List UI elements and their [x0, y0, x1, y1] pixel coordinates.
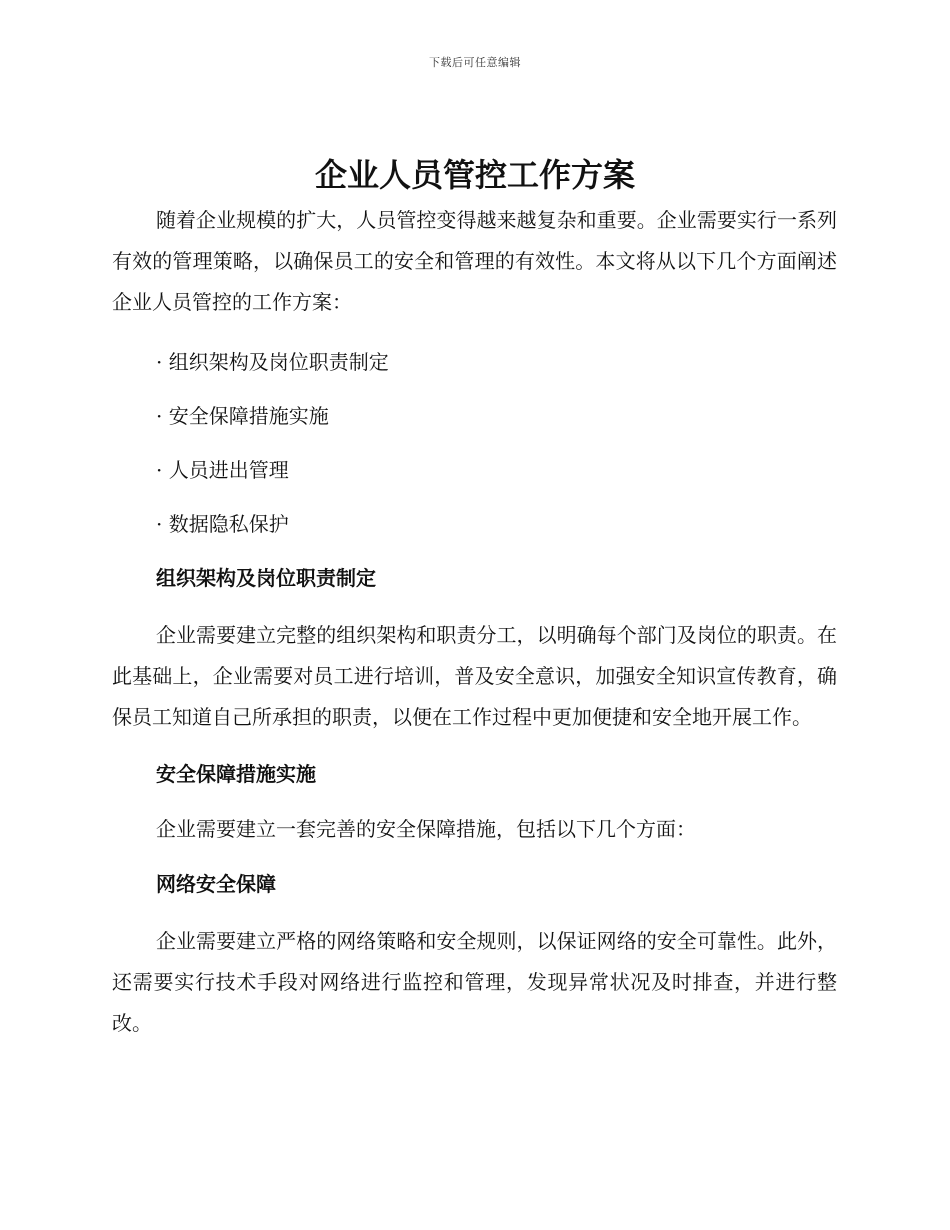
document-title: 企业人员管控工作方案 [314, 156, 635, 194]
section-heading-network: 网络安全保障 [156, 872, 276, 896]
section-paragraph-security: 企业需要建立一套完善的安全保障措施，包括以下几个方面： [156, 817, 696, 841]
intro-paragraph: 随着企业规模的扩大，人员管控变得越来越复杂和重要。企业需要实行一系列有效的管理策略，以确保员工的安全和管理的有效性。本文将从以下几个方面阐述企业人员管控的工作方案： [112, 208, 837, 314]
outline-item-access: · 人员进出管理 [156, 458, 289, 482]
section-heading-org: 组织架构及岗位职责制定 [156, 566, 376, 590]
section-paragraph-network: 企业需要建立严格的网络策略和安全规则，以保证网络的安全可靠性。此外，还需要实行技术手段对网络进行监控和管理，发现异常状况及时排查，并进行整改。 [112, 929, 837, 1035]
page-header-note: 下载后可任意编辑 [429, 56, 521, 69]
section-paragraph-org: 企业需要建立完整的组织架构和职责分工，以明确每个部门及岗位的职责。在此基础上，企业需要对员工进行培训，普及安全意识，加强安全知识宣传教育，确保员工知道自己所承担的职责，以便在工作过程中更加便捷和安全地开展工作。 [112, 623, 837, 729]
outline-item-org: · 组织架构及岗位职责制定 [156, 350, 389, 374]
outline-list [112, 335, 837, 551]
outline-item-security: · 安全保障措施实施 [156, 404, 329, 428]
document-body [112, 200, 837, 1044]
outline-item-privacy: · 数据隐私保护 [156, 512, 289, 536]
section-heading-security: 安全保障措施实施 [156, 762, 316, 786]
